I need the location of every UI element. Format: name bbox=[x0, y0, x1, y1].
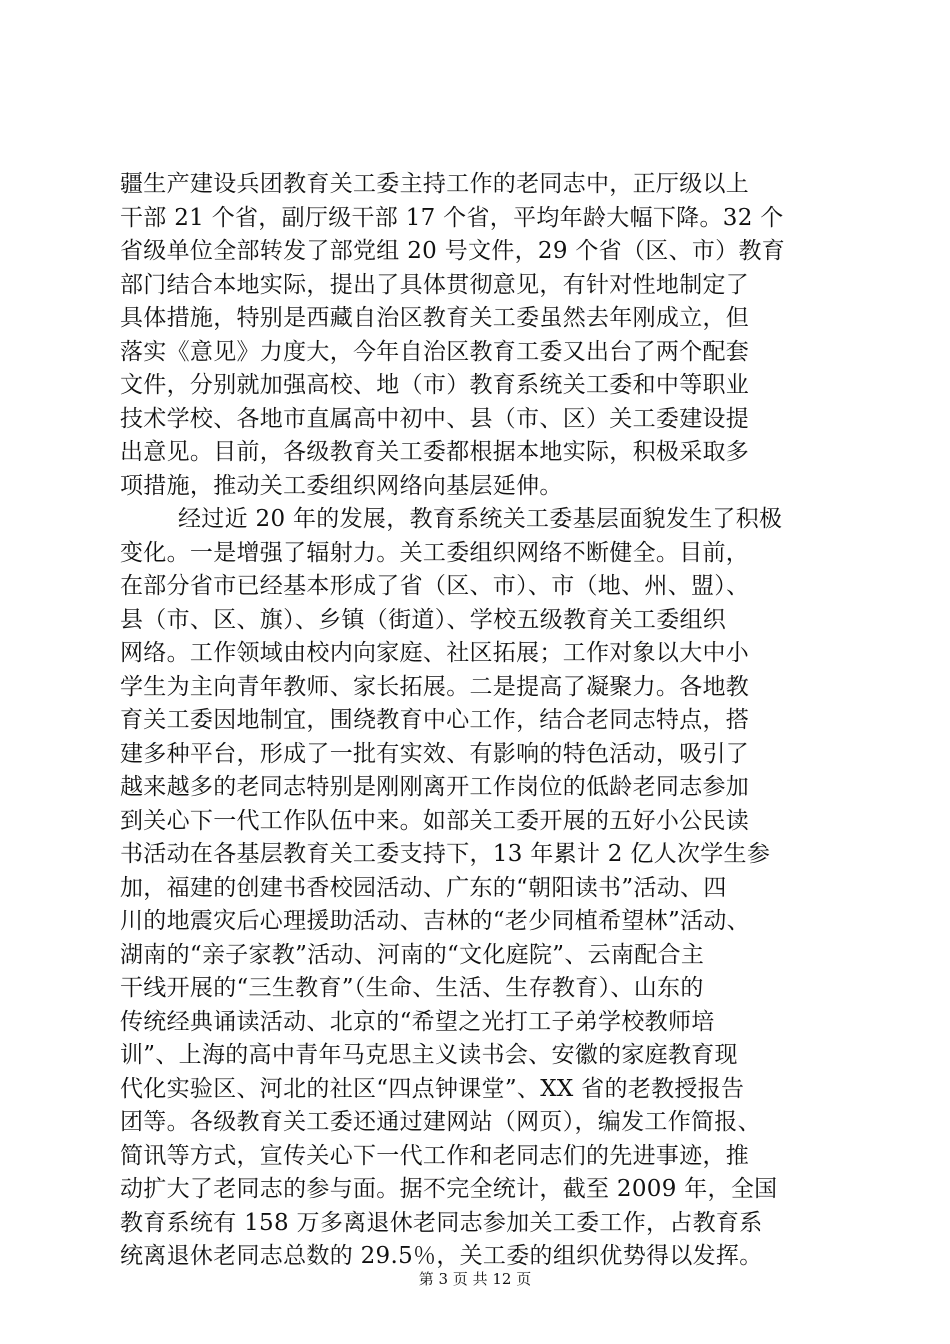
text-line: 经过近 20 年的发展，教育系统关工委基层面貌发生了积极 bbox=[178, 506, 783, 532]
text-line: 育关工委因地制宜，围绕教育中心工作，结合老同志特点，搭 bbox=[120, 707, 750, 733]
text-line: 加，福建的创建书香校园活动、广东的“朝阳读书”活动、四 bbox=[120, 874, 727, 901]
text-line: 训”、上海的高中青年马克思主义读书会、安徽的家庭教育现 bbox=[120, 1042, 738, 1068]
text-line: 疆生产建设兵团教育关工委主持工作的老同志中，正厅级以上 bbox=[120, 171, 750, 197]
text-line: 到关心下一代工作队伍中来。如部关工委开展的五好小公民读 bbox=[120, 807, 750, 834]
text-line: 落实《意见》力度大，今年自治区教育工委又出台了两个配套 bbox=[120, 338, 750, 365]
text-line: 统离退休老同志总数的 29.5％，关工委的组织优势得以发挥。 bbox=[120, 1243, 763, 1269]
text-line: 技术学校、各地市直属高中初中、县（市、区）关工委建设提 bbox=[120, 405, 750, 432]
text-line: 具体措施，特别是西藏自治区教育关工委虽然去年刚成立，但 bbox=[120, 305, 750, 331]
text-line: 代化实验区、河北的社区“四点钟课堂”、XX 省的老教授报告 bbox=[120, 1075, 745, 1102]
text-line: 教育系统有 158 万多离退休老同志参加关工委工作，占教育系 bbox=[120, 1209, 763, 1236]
text-line: 变化。一是增强了辐射力。关工委组织网络不断健全。目前， bbox=[120, 539, 750, 566]
text-line: 学生为主向青年教师、家长拓展。二是提高了凝聚力。各地教 bbox=[120, 673, 750, 700]
text-line: 网络。工作领域由校内向家庭、社区拓展；工作对象以大中小 bbox=[120, 640, 750, 666]
text-line: 出意见。目前，各级教育关工委都根据本地实际，积极采取多 bbox=[120, 439, 750, 465]
text-line: 团等。各级教育关工委还通过建网站（网页），编发工作简报、 bbox=[120, 1109, 761, 1135]
text-line: 动扩大了老同志的参与面。据不完全统计，截至 2009 年，全国 bbox=[120, 1176, 778, 1202]
page-footer: 第 3 页 共 12 页 bbox=[418, 1270, 532, 1288]
text-line: 县（市、区、旗）、乡镇（街道）、学校五级教育关工委组织 bbox=[120, 606, 727, 633]
text-line: 书活动在各基层教育关工委支持下，13 年累计 2 亿人次学生参 bbox=[120, 841, 771, 867]
text-line: 川的地震灾后心理援助活动、吉林的“老少同植希望林”活动、 bbox=[120, 908, 750, 934]
text-line: 传统经典诵读活动、北京的“希望之光打工子弟学校教师培 bbox=[120, 1008, 715, 1035]
text-line: 部门结合本地实际，提出了具体贯彻意见，有针对性地制定了 bbox=[120, 271, 750, 298]
body-text bbox=[120, 168, 832, 1274]
text-line: 干部 21 个省，副厅级干部 17 个省，平均年龄大幅下降。32 个 bbox=[120, 204, 784, 231]
text-line: 越来越多的老同志特别是刚刚离开工作岗位的低龄老同志参加 bbox=[120, 774, 750, 800]
text-line: 湖南的“亲子家教”活动、河南的“文化庭院”、云南配合主 bbox=[120, 941, 705, 968]
text-line: 建多种平台，形成了一批有实效、有影响的特色活动，吸引了 bbox=[120, 740, 750, 767]
text-line: 在部分省市已经基本形成了省（区、市）、市（地、州、盟）、 bbox=[120, 573, 750, 599]
text-line: 干线开展的“三生教育”（生命、生活、生存教育）、山东的 bbox=[120, 975, 704, 1001]
text-line: 文件，分别就加强高校、地（市）教育系统关工委和中等职业 bbox=[120, 372, 750, 398]
text-line: 省级单位全部转发了部党组 20 号文件，29 个省（区、市）教育 bbox=[120, 238, 786, 264]
text-line: 项措施，推动关工委组织网络向基层延伸。 bbox=[120, 472, 563, 499]
text-line: 简讯等方式，宣传关心下一代工作和老同志们的先进事迹，推 bbox=[120, 1142, 750, 1169]
